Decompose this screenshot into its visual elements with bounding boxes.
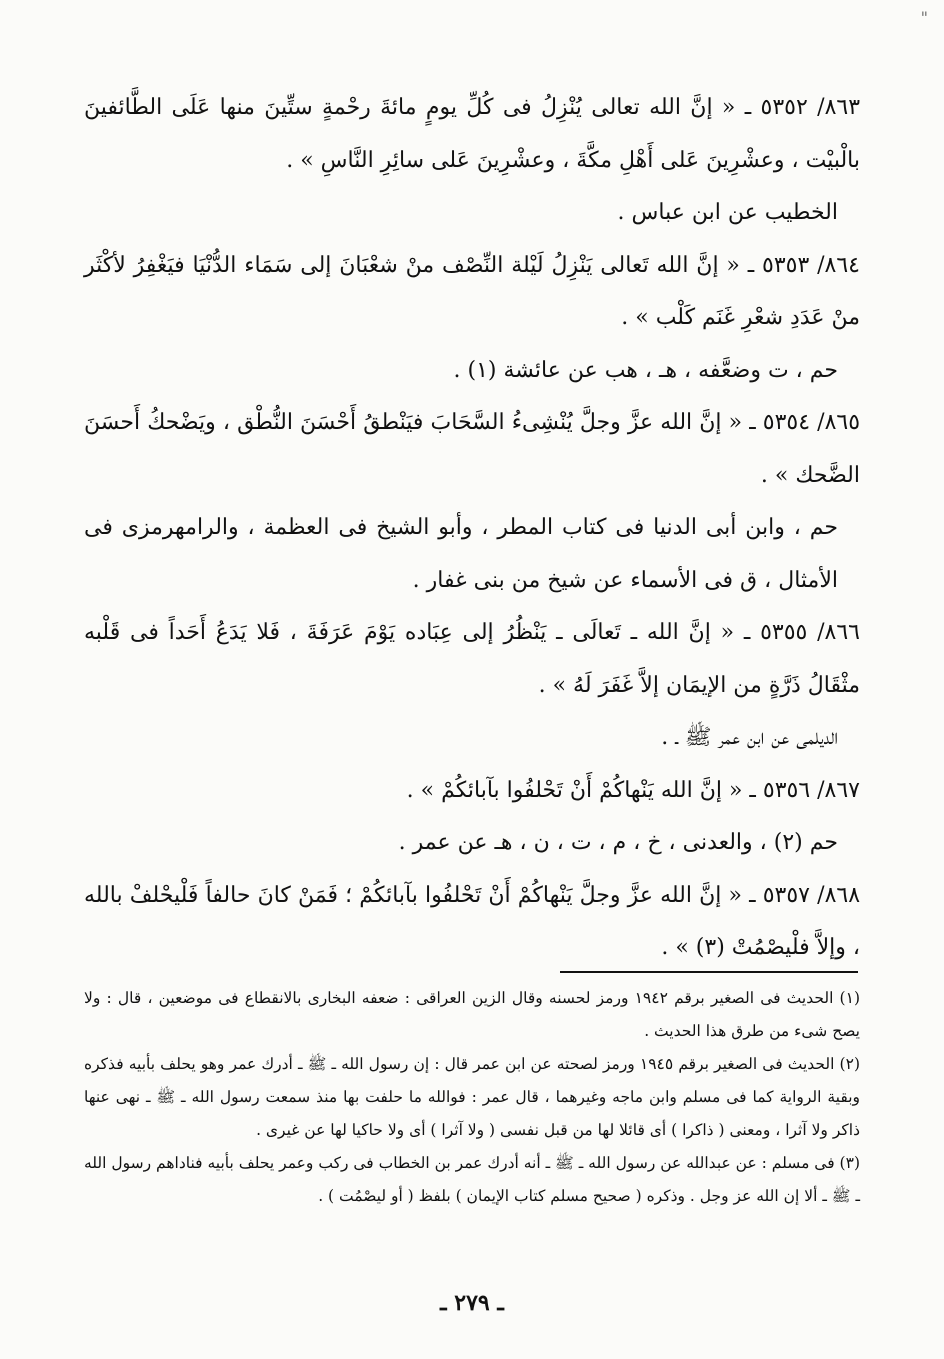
hadith-list — [84, 82, 860, 975]
hadith-source: حم ، ت وضعَّفه ، هـ ، هب عن عائشة (١) . — [453, 357, 838, 383]
hadith-source: حم ، وابن أبى الدنيا فى كتاب المطر ، وأبو الشيخ فى العظمة ، والرامهرمزى فى الأمثال ، ق فى الأسماء عن شيخ من بنى غفار . — [84, 515, 838, 593]
hadith-source: حم (٢) ، والعدنى ، خ ، م ، ت ، ن ، هـ عن عمر . — [398, 830, 838, 855]
footnotes — [84, 982, 860, 1213]
corner-mark: " — [920, 8, 928, 27]
footnote-divider — [560, 971, 858, 973]
footnote-3: (٣) فى مسلم : عن عبدالله عن رسول الله ـ ﷺ ـ أنه أدرك عمر بن الخطاب فى ركب وعمر يحلف بأبيه فناداهم رسول الله ـ ﷺ ـ ألا إن الله عز وجل . وذكره ( صحيح مسلم كتاب الإيمان ) بلفظ ( أو ليصْمُت ) . — [83, 1154, 860, 1205]
hadith-source: الديلمى عن ابن عمر ﷺ ـ . — [661, 725, 838, 750]
footnote-1: (١) الحديث فى الصغير برقم ١٩٤٢ ورمز لحسنه وقال الزين العراقى : ضعفه البخارى بالانقطاع فى موضعين ، قال : ولا يصح شىء من طرق هذا الحديث . — [84, 989, 860, 1040]
hadith-entry: ٨٦٨/ ٥٣٥٧ ـ « إنَّ الله عزَّ وجلَّ يَنْهاكُمْ أَنْ تَحْلفُوا بآبائكُمْ ؛ فَمَنْ كانَ حالفاً فَلْيحْلفْ بالله ، وإلاَّ فلْيصْمُتْ (٣) » . — [84, 882, 861, 960]
footnote-2: (٢) الحديث فى الصغير برقم ١٩٤٥ ورمز لصحته عن ابن عمر قال : إن رسول الله ـ ﷺ ـ أدرك عمر وهو يحلف بأبيه فذكره وبقية الرواية كما فى مسلم وابن ماجه وغيرهما ، قال عمر : فوالله ما حلفت بها منذ سمعت رسول الله ـ ﷺ ـ نهى عنها ذاكر ولا آثرا ، ومعنى ( ذاكرا ) أى قائلا لها من قبل نفسى ( ولا آثرا ) أى ولا حاكيا لها عن غيرى . — [84, 1055, 860, 1139]
hadith-source: الخطيب عن ابن عباس . — [617, 200, 838, 225]
hadith-entry: ٨٦٧/ ٥٣٥٦ ـ « إنَّ الله يَنْهاكُمْ أَنْ تَحْلفُوا بآبائكُمْ » . — [406, 777, 860, 803]
hadith-entry: ٨٦٥/ ٥٣٥٤ ـ « إنَّ الله عزَّ وجلَّ يُنْشِىءُ السَّحَابَ فيَنْطقُ أَحْسَنَ النُّطْق ، ويَضْحكُ أَحسَنَ الضَّحك » . — [84, 410, 861, 488]
hadith-entry: ٨٦٦/ ٥٣٥٥ ـ « إنَّ الله ـ تَعالَى ـ يَنْظُرُ إلى عِبَاده يَوْمَ عَرَفَةَ ، فَلا يَدَعُ أَحَداً فى قَلْبه مثْقَالُ ذَرَّةٍ من الإيمَان إلاَّ غَفَرَ لَهُ » . — [84, 620, 860, 698]
hadith-entry: ٨٦٤/ ٥٣٥٣ ـ « إنَّ الله تَعالى يَنْزِلُ لَيْلة النِّصْف منْ شعْبَانَ إلى سَمَاء الدُّنْيَا فيَغْفِرُ لأكْثَر منْ عَدَدِ شعْرِ غَنَم كَلْب » . — [84, 252, 860, 330]
hadith-entry: ٨٦٣/ ٥٣٥٢ ـ « إنَّ الله تعالى يُنْزِلُ فى كُلِّ يومٍ مائةَ رحْمةٍ ستِّينَ منها عَلَى الطَّائفينَ بالْبيْت ، وعشْرِينَ عَلى أَهْلِ مكَّةَ ، وعشْرِينَ عَلى سائِرِ النَّاسِ » . — [84, 95, 861, 173]
page-number: ـ ٢٧٩ ـ — [440, 1290, 504, 1316]
